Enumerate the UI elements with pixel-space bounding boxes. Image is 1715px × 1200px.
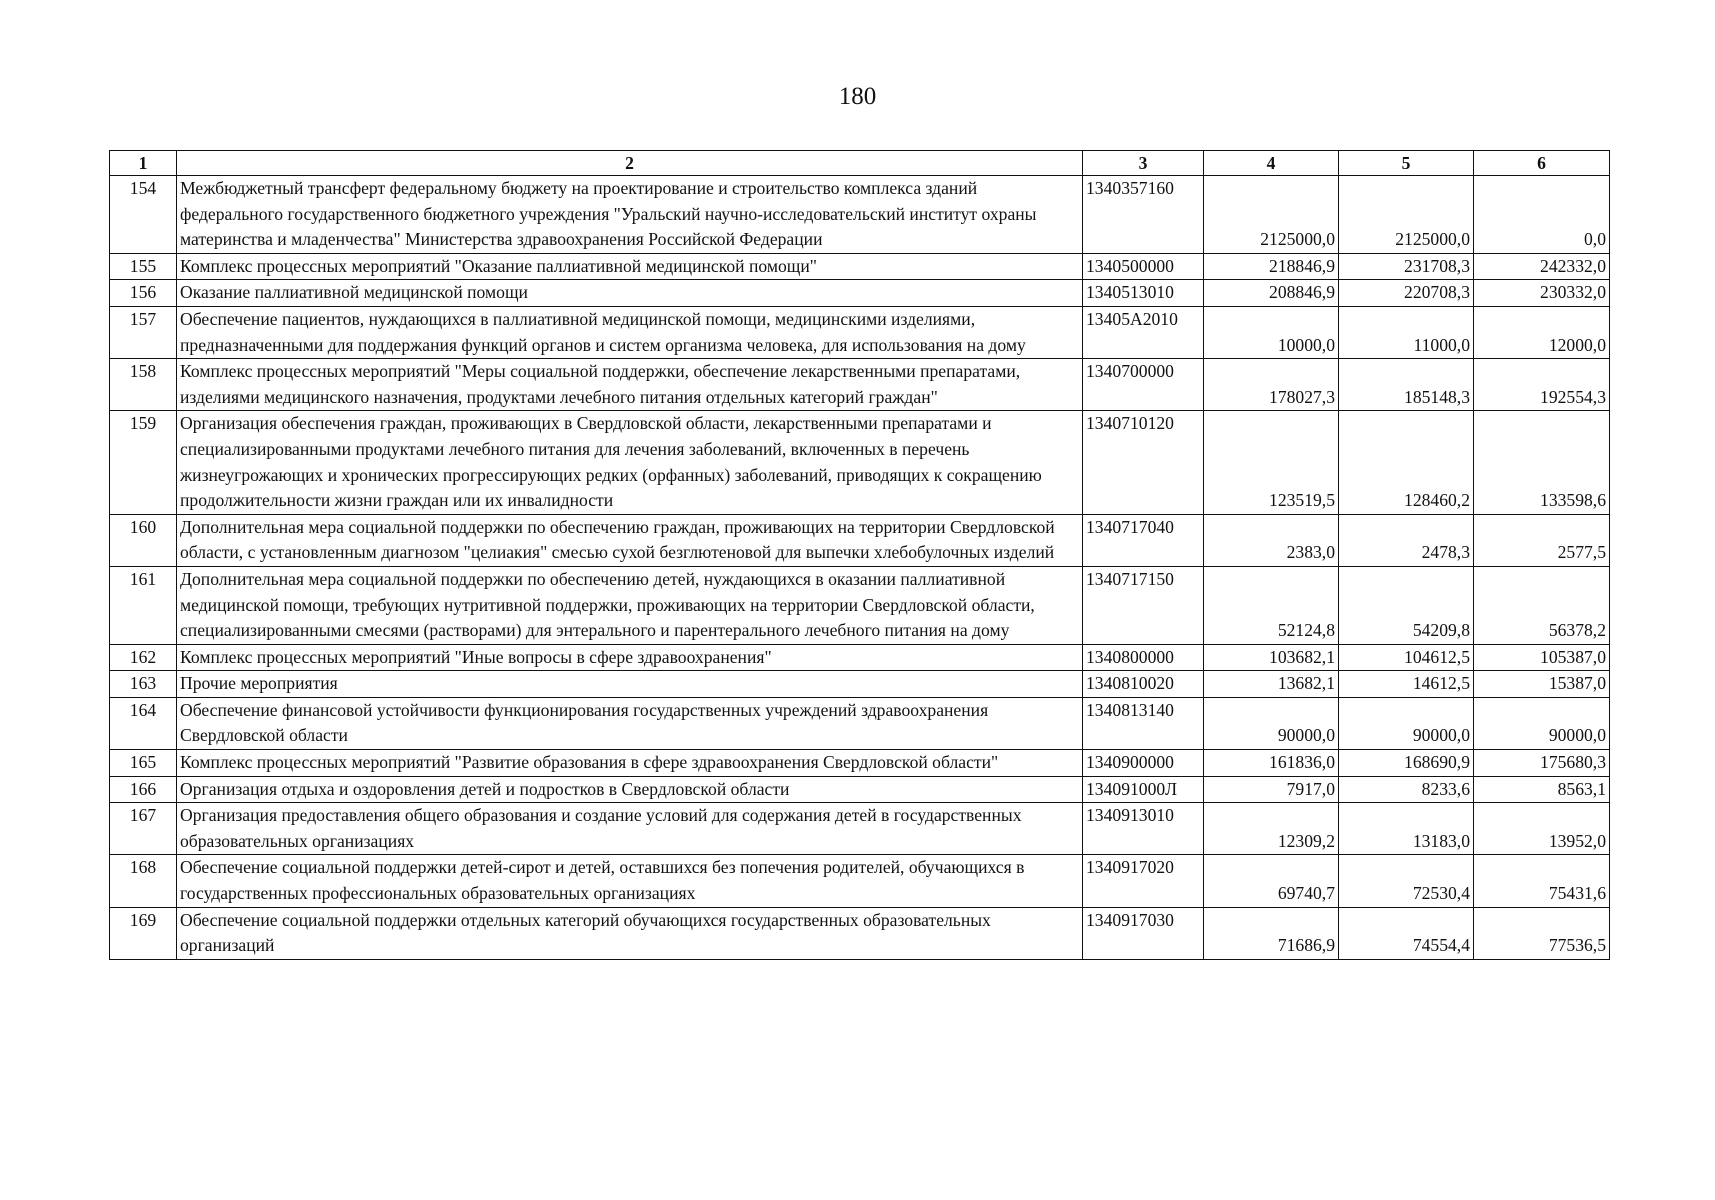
row-name: Прочие мероприятия xyxy=(177,671,1083,698)
row-value-col6: 175680,3 xyxy=(1474,750,1610,777)
row-number: 161 xyxy=(110,566,177,644)
row-value-col4: 218846,9 xyxy=(1204,253,1339,280)
row-name: Комплекс процессных мероприятий "Оказание паллиативной медицинской помощи" xyxy=(177,253,1083,280)
row-code: 1340913010 xyxy=(1083,803,1204,855)
row-number: 162 xyxy=(110,644,177,671)
row-value-col6: 105387,0 xyxy=(1474,644,1610,671)
row-name: Дополнительная мера социальной поддержки по обеспечению детей, нуждающихся в оказании паллиативной медицинской помощи, требующих нутритивной поддержки, проживающих на территории Свердловской области, специализированными смесями (растворами) для энтерального и парентерального лечебного питания на дому xyxy=(177,566,1083,644)
row-number: 160 xyxy=(110,514,177,566)
table-row xyxy=(110,306,1610,358)
header-col-6: 6 xyxy=(1474,151,1610,176)
row-value-col6: 12000,0 xyxy=(1474,306,1610,358)
header-col-5: 5 xyxy=(1339,151,1474,176)
row-code: 1340710120 xyxy=(1083,411,1204,514)
row-code: 1340700000 xyxy=(1083,359,1204,411)
row-name: Комплекс процессных мероприятий "Иные вопросы в сфере здравоохранения" xyxy=(177,644,1083,671)
row-value-col6: 0,0 xyxy=(1474,176,1610,254)
table-row xyxy=(110,907,1610,959)
header-col-3: 3 xyxy=(1083,151,1204,176)
row-name: Обеспечение финансовой устойчивости функционирования государственных учреждений здравоохранения Свердловской области xyxy=(177,697,1083,749)
row-code: 1340900000 xyxy=(1083,750,1204,777)
row-value-col6: 75431,6 xyxy=(1474,855,1610,907)
row-value-col5: 2125000,0 xyxy=(1339,176,1474,254)
row-number: 154 xyxy=(110,176,177,254)
table-row xyxy=(110,280,1610,307)
row-code: 1340357160 xyxy=(1083,176,1204,254)
row-code: 134091000Л xyxy=(1083,776,1204,803)
row-value-col5: 2478,3 xyxy=(1339,514,1474,566)
row-number: 165 xyxy=(110,750,177,777)
row-code: 1340513010 xyxy=(1083,280,1204,307)
row-value-col6: 13952,0 xyxy=(1474,803,1610,855)
row-name: Межбюджетный трансферт федеральному бюджету на проектирование и строительство комплекса зданий федерального государственного бюджетного учреждения "Уральский научно-исследовательский институт охраны материнства и младенчества" Министерства здравоохранения Российской Федерации xyxy=(177,176,1083,254)
row-value-col5: 185148,3 xyxy=(1339,359,1474,411)
table-row xyxy=(110,566,1610,644)
row-name: Комплекс процессных мероприятий "Меры социальной поддержки, обеспечение лекарственными препаратами, изделиями медицинского назначения, продуктами лечебного питания отдельных категорий граждан" xyxy=(177,359,1083,411)
table-body xyxy=(110,176,1610,960)
row-number: 159 xyxy=(110,411,177,514)
budget-table xyxy=(109,150,1610,960)
row-value-col5: 11000,0 xyxy=(1339,306,1474,358)
row-value-col4: 52124,8 xyxy=(1204,566,1339,644)
row-value-col4: 13682,1 xyxy=(1204,671,1339,698)
row-number: 156 xyxy=(110,280,177,307)
row-value-col4: 7917,0 xyxy=(1204,776,1339,803)
row-code: 1340800000 xyxy=(1083,644,1204,671)
row-name: Обеспечение пациентов, нуждающихся в паллиативной медицинской помощи, медицинскими изделиями, предназначенными для поддержания функций органов и систем организма человека, для использования на дому xyxy=(177,306,1083,358)
table-row xyxy=(110,359,1610,411)
row-value-col6: 90000,0 xyxy=(1474,697,1610,749)
row-value-col5: 128460,2 xyxy=(1339,411,1474,514)
row-value-col4: 10000,0 xyxy=(1204,306,1339,358)
table-row xyxy=(110,644,1610,671)
row-name: Обеспечение социальной поддержки детей-сирот и детей, оставшихся без попечения родителей, обучающихся в государственных профессиональных образовательных организациях xyxy=(177,855,1083,907)
row-number: 167 xyxy=(110,803,177,855)
row-name: Организация отдыха и оздоровления детей и подростков в Свердловской области xyxy=(177,776,1083,803)
row-value-col5: 168690,9 xyxy=(1339,750,1474,777)
row-value-col4: 71686,9 xyxy=(1204,907,1339,959)
row-code: 13405А2010 xyxy=(1083,306,1204,358)
header-col-1: 1 xyxy=(110,151,177,176)
table-row xyxy=(110,750,1610,777)
table-row xyxy=(110,411,1610,514)
row-value-col6: 56378,2 xyxy=(1474,566,1610,644)
row-value-col6: 8563,1 xyxy=(1474,776,1610,803)
row-value-col5: 13183,0 xyxy=(1339,803,1474,855)
table-row xyxy=(110,176,1610,254)
row-value-col4: 123519,5 xyxy=(1204,411,1339,514)
row-code: 1340500000 xyxy=(1083,253,1204,280)
header-row xyxy=(110,151,1610,176)
header-col-2: 2 xyxy=(177,151,1083,176)
row-value-col5: 14612,5 xyxy=(1339,671,1474,698)
header-col-4: 4 xyxy=(1204,151,1339,176)
row-number: 166 xyxy=(110,776,177,803)
row-number: 168 xyxy=(110,855,177,907)
table-row xyxy=(110,776,1610,803)
row-number: 169 xyxy=(110,907,177,959)
table-row xyxy=(110,697,1610,749)
row-number: 157 xyxy=(110,306,177,358)
row-value-col4: 2383,0 xyxy=(1204,514,1339,566)
row-value-col5: 90000,0 xyxy=(1339,697,1474,749)
table-row xyxy=(110,855,1610,907)
row-value-col6: 242332,0 xyxy=(1474,253,1610,280)
row-number: 155 xyxy=(110,253,177,280)
row-code: 1340717150 xyxy=(1083,566,1204,644)
row-value-col4: 161836,0 xyxy=(1204,750,1339,777)
row-name: Дополнительная мера социальной поддержки по обеспечению граждан, проживающих на территории Свердловской области, с установленным диагнозом "целиакия" смесью сухой безглютеновой для выпечки хлебобулочных изделий xyxy=(177,514,1083,566)
row-value-col4: 178027,3 xyxy=(1204,359,1339,411)
row-name: Обеспечение социальной поддержки отдельных категорий обучающихся государственных образовательных организаций xyxy=(177,907,1083,959)
row-value-col5: 231708,3 xyxy=(1339,253,1474,280)
row-value-col5: 8233,6 xyxy=(1339,776,1474,803)
table-row xyxy=(110,671,1610,698)
row-value-col5: 72530,4 xyxy=(1339,855,1474,907)
row-value-col5: 54209,8 xyxy=(1339,566,1474,644)
row-value-col4: 103682,1 xyxy=(1204,644,1339,671)
table-row xyxy=(110,253,1610,280)
row-value-col5: 104612,5 xyxy=(1339,644,1474,671)
row-code: 1340917030 xyxy=(1083,907,1204,959)
row-value-col5: 74554,4 xyxy=(1339,907,1474,959)
row-name: Организация предоставления общего образования и создание условий для содержания детей в государственных образовательных организациях xyxy=(177,803,1083,855)
row-number: 158 xyxy=(110,359,177,411)
page-number: 180 xyxy=(838,83,877,110)
row-value-col4: 90000,0 xyxy=(1204,697,1339,749)
table-row xyxy=(110,514,1610,566)
row-code: 1340813140 xyxy=(1083,697,1204,749)
row-number: 163 xyxy=(110,671,177,698)
row-name: Комплекс процессных мероприятий "Развитие образования в сфере здравоохранения Свердловской области" xyxy=(177,750,1083,777)
row-code: 1340917020 xyxy=(1083,855,1204,907)
row-value-col6: 133598,6 xyxy=(1474,411,1610,514)
row-name: Оказание паллиативной медицинской помощи xyxy=(177,280,1083,307)
row-value-col6: 77536,5 xyxy=(1474,907,1610,959)
row-value-col6: 192554,3 xyxy=(1474,359,1610,411)
row-number: 164 xyxy=(110,697,177,749)
row-value-col6: 230332,0 xyxy=(1474,280,1610,307)
row-value-col4: 208846,9 xyxy=(1204,280,1339,307)
row-code: 1340810020 xyxy=(1083,671,1204,698)
row-value-col6: 15387,0 xyxy=(1474,671,1610,698)
row-name: Организация обеспечения граждан, проживающих в Свердловской области, лекарственными препаратами и специализированными продуктами лечебного питания для лечения заболеваний, включенных в перечень жизнеугрожающих и хронических прогрессирующих редких (орфанных) заболеваний, приводящих к сокращению продолжительности жизни граждан или их инвалидности xyxy=(177,411,1083,514)
row-value-col4: 12309,2 xyxy=(1204,803,1339,855)
row-code: 1340717040 xyxy=(1083,514,1204,566)
row-value-col6: 2577,5 xyxy=(1474,514,1610,566)
table-row xyxy=(110,803,1610,855)
row-value-col4: 2125000,0 xyxy=(1204,176,1339,254)
row-value-col5: 220708,3 xyxy=(1339,280,1474,307)
row-value-col4: 69740,7 xyxy=(1204,855,1339,907)
